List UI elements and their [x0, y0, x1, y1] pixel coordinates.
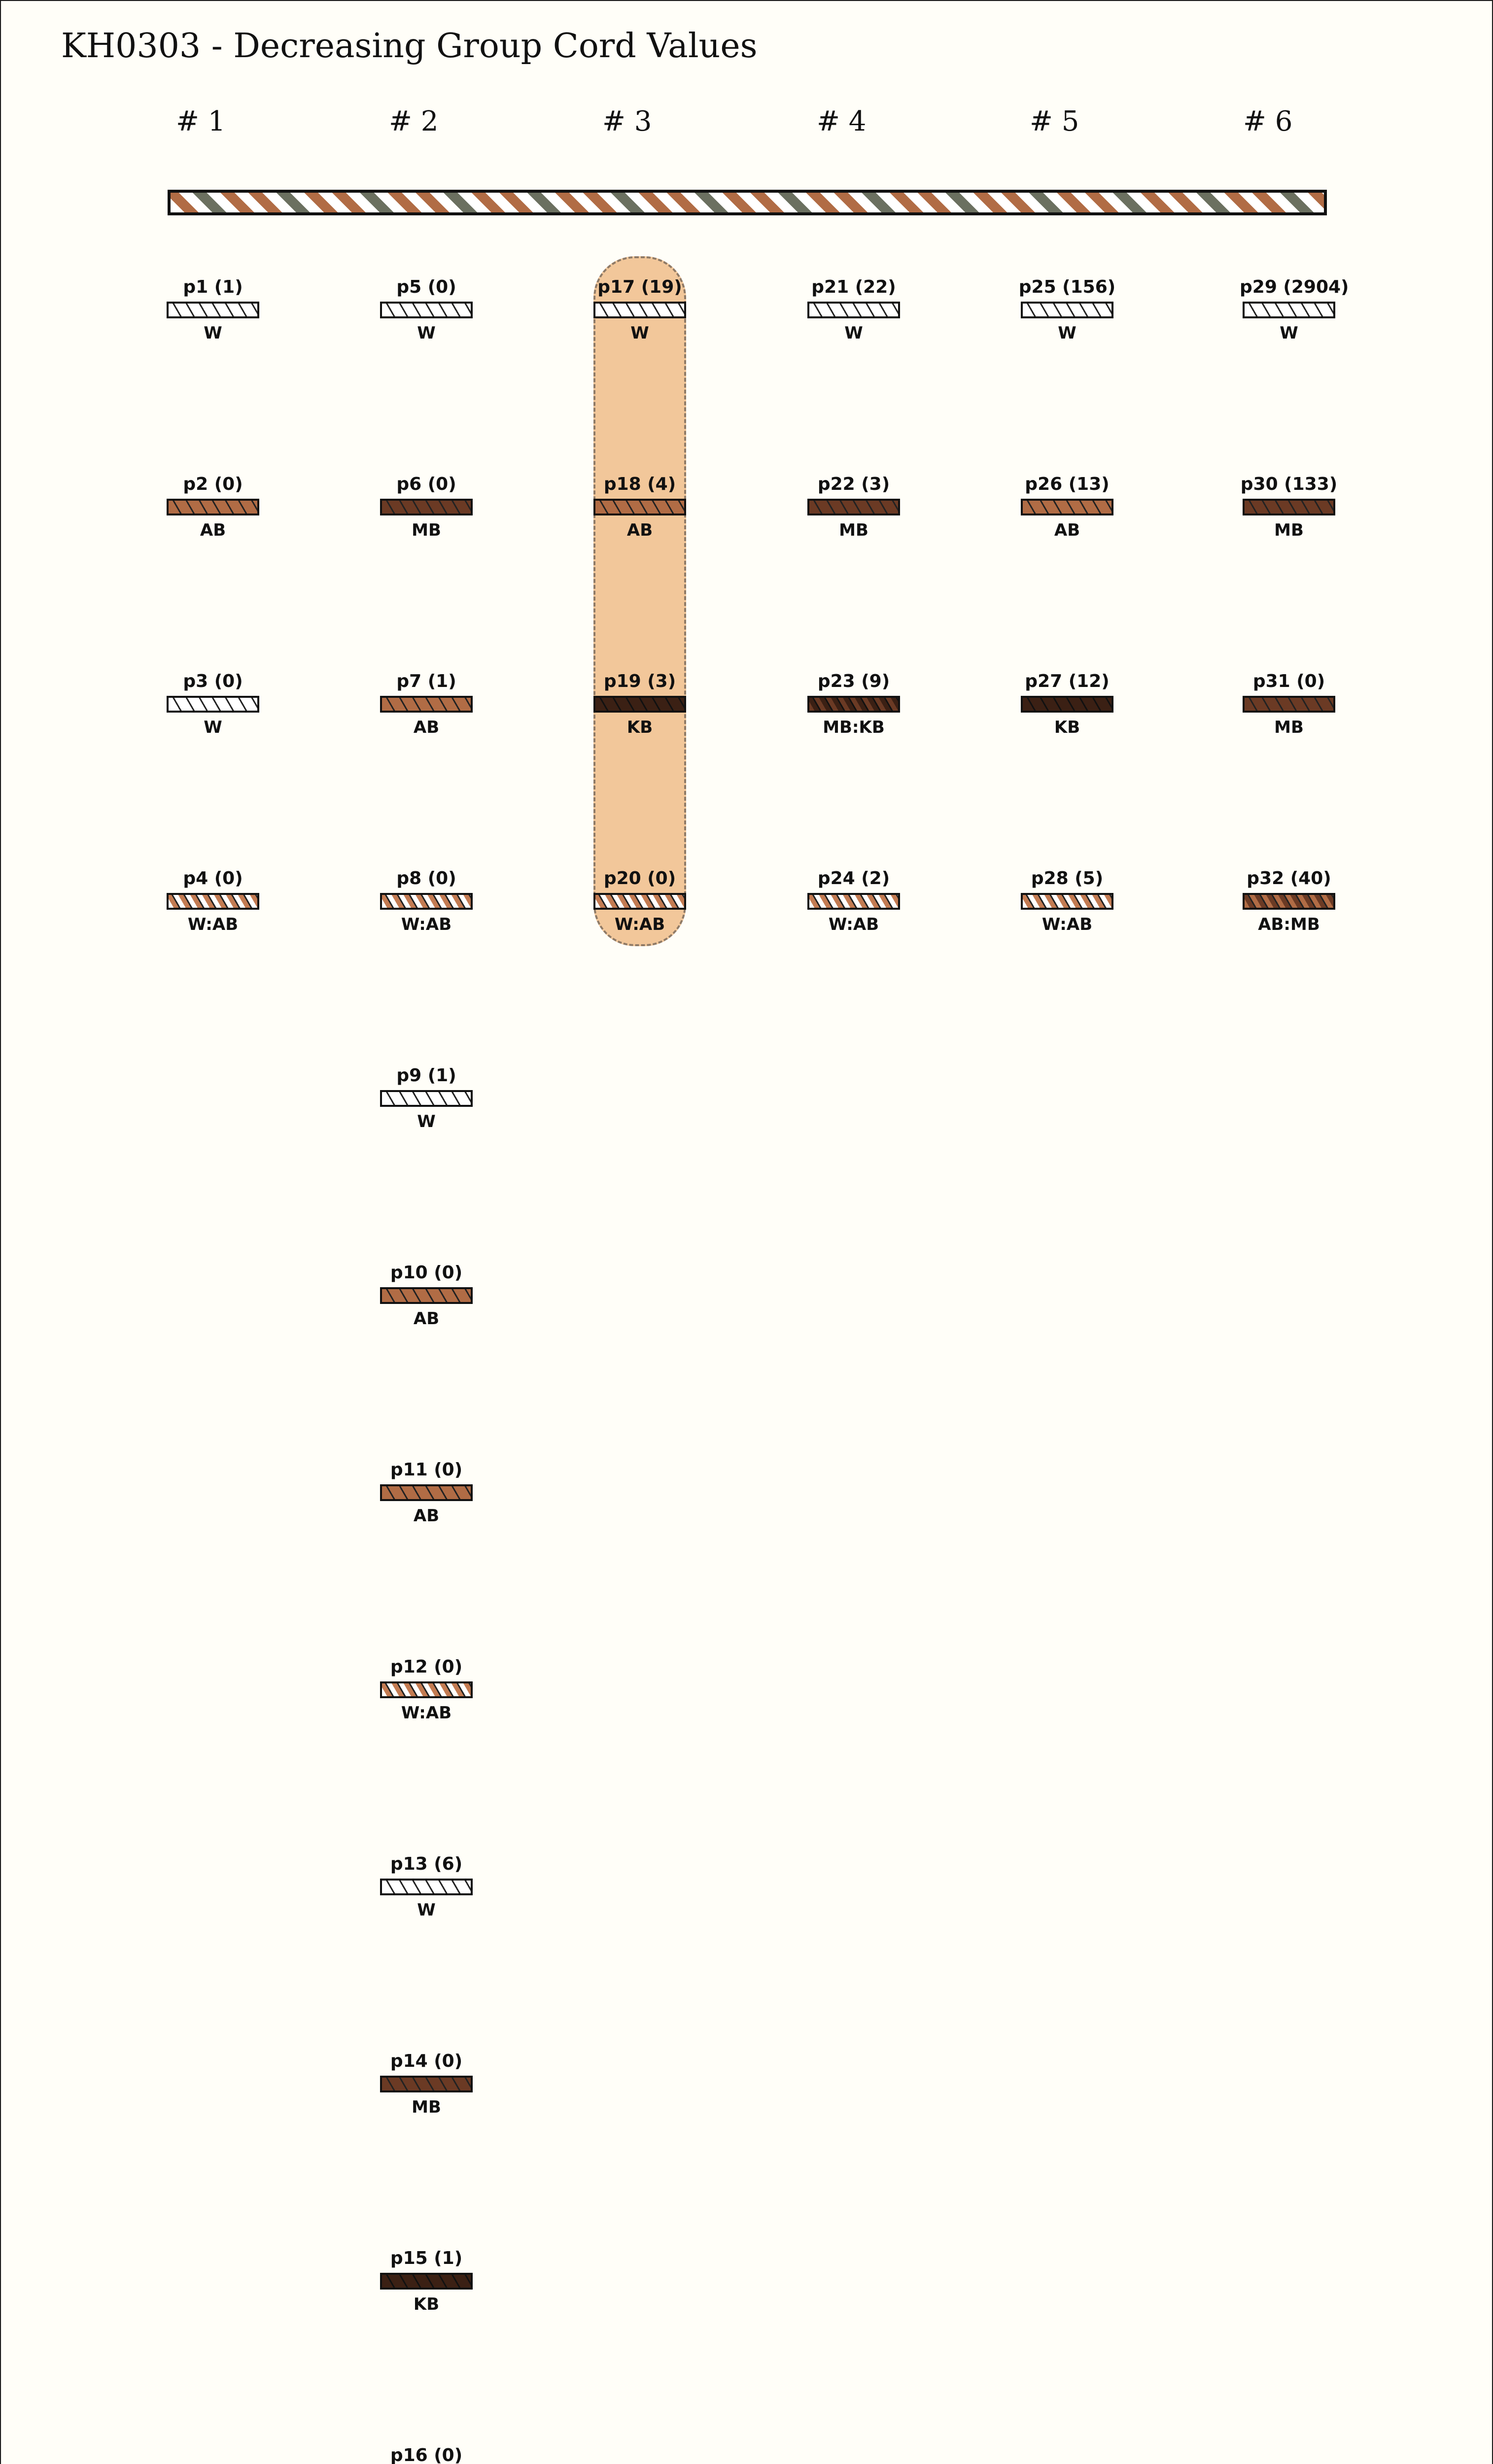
cord-swatch: [1243, 893, 1335, 910]
cord-p11: [377, 1460, 476, 1529]
cord-swatch: [167, 696, 259, 713]
cord-color-code: MB: [839, 520, 868, 540]
cord-p29: [1240, 277, 1349, 346]
cord-p14: [377, 2051, 476, 2120]
cord-p22: [804, 474, 903, 543]
cord-p26: [1018, 474, 1116, 543]
cord-color-code: W:AB: [614, 915, 665, 934]
cord-p30: [1240, 474, 1338, 543]
cord-color-code: MB: [412, 2097, 441, 2117]
cord-swatch: [380, 1287, 473, 1304]
cord-label: p23 (9): [817, 671, 890, 691]
cord-label: p27 (12): [1025, 671, 1110, 691]
cord-label: p12 (0): [390, 1657, 463, 1677]
cord-p6: [377, 474, 476, 543]
cord-p13: [377, 1854, 476, 1923]
cord-label: p6 (0): [396, 474, 456, 494]
cord-color-code: AB: [626, 520, 653, 540]
cord-swatch: [1243, 696, 1335, 713]
cord-color-code: AB: [413, 718, 440, 737]
cord-label: p10 (0): [390, 1263, 463, 1283]
cord-label: p25 (156): [1018, 277, 1116, 297]
cord-swatch: [380, 499, 473, 515]
group-label-4: # 4: [817, 105, 867, 137]
cord-color-code: AB: [1054, 520, 1080, 540]
cord-swatch: [807, 893, 900, 910]
cord-color-code: W: [417, 1900, 436, 1920]
cord-p4: [164, 868, 262, 937]
cord-swatch: [380, 1484, 473, 1501]
cord-p1: [164, 277, 262, 346]
cord-color-code: W: [844, 323, 863, 343]
cord-swatch: [380, 302, 473, 318]
cord-swatch: [167, 499, 259, 515]
cord-label: p24 (2): [817, 868, 890, 889]
cord-swatch: [593, 696, 686, 713]
cord-p12: [377, 1657, 476, 1726]
cord-color-code: W: [630, 323, 649, 343]
cord-p10: [377, 1263, 476, 1332]
cord-p24: [804, 868, 903, 937]
cord-p9: [377, 1065, 476, 1134]
cord-swatch: [1243, 302, 1335, 318]
cord-swatch: [380, 1090, 473, 1107]
cord-swatch: [1021, 893, 1113, 910]
cord-swatch: [1021, 302, 1113, 318]
cord-p16: [377, 2445, 476, 2464]
cord-swatch: [380, 2273, 473, 2290]
cord-p7: [377, 671, 476, 740]
cord-p5: [377, 277, 476, 346]
cord-color-code: W: [417, 323, 436, 343]
cord-swatch: [807, 696, 900, 713]
primary-cord-bar: [168, 190, 1327, 215]
cord-p27: [1018, 671, 1116, 740]
cord-color-code: W: [1058, 323, 1076, 343]
cord-p2: [164, 474, 262, 543]
cord-p28: [1018, 868, 1116, 937]
cord-label: p4 (0): [183, 868, 243, 889]
cord-color-code: W:AB: [828, 915, 879, 934]
cord-p3: [164, 671, 262, 740]
cord-swatch: [380, 2076, 473, 2092]
cord-p20: [590, 868, 689, 937]
cord-label: p28 (5): [1031, 868, 1104, 889]
cord-label: p2 (0): [183, 474, 243, 494]
cord-swatch: [1021, 499, 1113, 515]
cord-swatch: [167, 893, 259, 910]
cord-label: p8 (0): [396, 868, 456, 889]
cord-swatch: [807, 499, 900, 515]
cord-swatch: [1243, 499, 1335, 515]
cord-label: p18 (4): [603, 474, 676, 494]
cord-color-code: MB: [412, 520, 441, 540]
cord-swatch: [167, 302, 259, 318]
cord-p15: [377, 2248, 476, 2317]
cord-color-code: AB: [413, 1309, 440, 1329]
cord-swatch: [593, 499, 686, 515]
cord-color-code: W: [204, 323, 222, 343]
cord-label: p31 (0): [1252, 671, 1325, 691]
cord-label: p1 (1): [183, 277, 243, 297]
group-label-2: # 2: [389, 105, 439, 137]
cord-label: p32 (40): [1247, 868, 1331, 889]
cord-color-code: W:AB: [187, 915, 239, 934]
cord-label: p29 (2904): [1240, 277, 1349, 297]
group-label-3: # 3: [602, 105, 652, 137]
cord-label: p13 (6): [390, 1854, 463, 1874]
cord-p23: [804, 671, 903, 740]
cord-label: p30 (133): [1240, 474, 1338, 494]
cord-color-code: W: [417, 1112, 436, 1131]
cord-label: p16 (0): [390, 2445, 463, 2464]
cord-color-code: MB: [1274, 718, 1304, 737]
cord-swatch: [380, 1879, 473, 1895]
cord-label: p21 (22): [811, 277, 896, 297]
cord-color-code: W:AB: [401, 1703, 452, 1723]
cord-swatch: [380, 893, 473, 910]
cord-label: p7 (1): [396, 671, 456, 691]
group-label-5: # 5: [1030, 105, 1079, 137]
group-label-1: # 1: [176, 105, 226, 137]
cord-p17: [590, 277, 689, 346]
cord-label: p9 (1): [396, 1065, 456, 1086]
cord-color-code: KB: [413, 2294, 440, 2314]
cord-swatch: [1021, 696, 1113, 713]
cord-color-code: KB: [626, 718, 653, 737]
cord-swatch: [380, 1681, 473, 1698]
cord-color-code: AB:MB: [1258, 915, 1320, 934]
group-3-highlight: [593, 256, 686, 946]
cord-color-code: MB:KB: [823, 718, 885, 737]
cord-p32: [1240, 868, 1338, 937]
cord-label: p19 (3): [603, 671, 676, 691]
cord-swatch: [380, 696, 473, 713]
cord-swatch: [593, 893, 686, 910]
page-title: KH0303 - Decreasing Group Cord Values: [61, 27, 758, 66]
cord-color-code: MB: [1274, 520, 1304, 540]
cord-label: p26 (13): [1025, 474, 1110, 494]
cord-label: p5 (0): [396, 277, 456, 297]
cord-color-code: W:AB: [401, 915, 452, 934]
cord-p21: [804, 277, 903, 346]
cord-label: p17 (19): [597, 277, 682, 297]
cord-swatch: [593, 302, 686, 318]
cord-p31: [1240, 671, 1338, 740]
cord-color-code: AB: [200, 520, 226, 540]
cord-p18: [590, 474, 689, 543]
cord-swatch: [807, 302, 900, 318]
cord-p25: [1018, 277, 1116, 346]
cord-label: p20 (0): [603, 868, 676, 889]
cord-p8: [377, 868, 476, 937]
cord-label: p22 (3): [817, 474, 890, 494]
cord-color-code: W:AB: [1042, 915, 1093, 934]
cord-label: p14 (0): [390, 2051, 463, 2071]
cord-color-code: KB: [1054, 718, 1080, 737]
cord-p19: [590, 671, 689, 740]
cord-label: p3 (0): [183, 671, 243, 691]
group-label-6: # 6: [1243, 105, 1293, 137]
cord-color-code: W: [204, 718, 222, 737]
cord-color-code: AB: [413, 1506, 440, 1526]
cord-label: p15 (1): [390, 2248, 463, 2268]
cord-color-code: W: [1280, 323, 1298, 343]
cord-label: p11 (0): [390, 1460, 463, 1480]
